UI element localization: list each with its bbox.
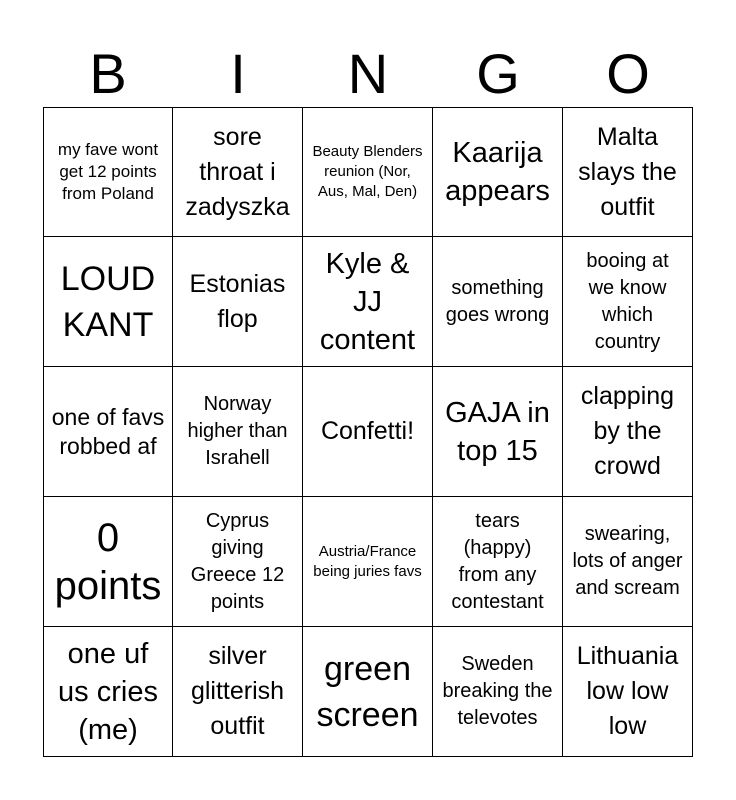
bingo-cell[interactable] [173,627,303,757]
bingo-cell-text: clapping by the crowd [580,382,675,480]
bingo-cell[interactable] [563,367,693,497]
bingo-cell-text: Austria/France being juries favs [313,542,422,580]
bingo-cell-text: Lithuania low low low [576,642,679,740]
header-letter-g: G [476,42,520,105]
bingo-cell[interactable] [563,497,693,627]
bingo-cell-text: booing at we know which country [586,249,669,353]
bingo-cell[interactable] [43,627,173,757]
header-letter-n: N [347,42,389,105]
bingo-cell-text: my fave wont get 12 points from Poland [57,140,159,203]
bingo-cell[interactable] [563,237,693,367]
bingo-cell-text: one uf us cries (me) [58,637,158,746]
bingo-cell-text: GAJA in top 15 [445,396,550,467]
bingo-cell[interactable] [173,497,303,627]
bingo-cell-text: Confetti! [320,417,415,445]
bingo-cell-text: Cyprus giving Greece 12 points [190,509,285,613]
bingo-cell[interactable] [433,107,563,237]
bingo-cell-text: Kyle & JJ content [319,247,416,356]
bingo-cell-text: Beauty Blenders reunion (Nor, Aus, Mal, Den) [312,143,423,200]
bingo-cell-text: silver glitterish outfit [190,642,285,740]
bingo-cell[interactable] [173,367,303,497]
bingo-cell-text: Norway higher than Israhell [187,393,288,469]
bingo-cell[interactable] [563,627,693,757]
bingo-cell[interactable] [43,497,173,627]
bingo-cell-text: tears (happy) from any contestant [451,509,544,613]
bingo-cell-text: green screen [316,649,419,734]
bingo-cell-text: swearing, lots of anger and scream [572,523,683,599]
bingo-cell-text: Kaarija appears [445,137,550,207]
bingo-cell[interactable] [563,107,693,237]
bingo-cell[interactable] [303,627,433,757]
bingo-cell[interactable] [433,367,563,497]
bingo-cell[interactable] [433,627,563,757]
header-letter-b: B [89,42,127,105]
bingo-cell[interactable] [303,237,433,367]
bingo-cell-text: 0 points [54,515,162,608]
bingo-cell[interactable] [433,237,563,367]
bingo-cell-text: LOUD KANT [60,259,156,344]
bingo-header [43,40,693,108]
bingo-cell[interactable] [43,107,173,237]
bingo-cell[interactable] [173,107,303,237]
bingo-cell-text: sore throat i zadyszka [185,122,290,221]
bingo-cell[interactable] [303,107,433,237]
bingo-cell[interactable] [433,497,563,627]
bingo-cell-text: something goes wrong [445,276,550,326]
bingo-cell-text: Estonias flop [189,269,286,333]
header-letter-i: I [230,42,246,105]
bingo-cell[interactable] [43,237,173,367]
bingo-board [43,107,693,757]
bingo-cell[interactable] [303,497,433,627]
bingo-cell-text: Malta slays the outfit [578,122,677,221]
bingo-cell-text: one of favs robbed af [51,403,165,459]
bingo-cell[interactable] [43,367,173,497]
bingo-cell[interactable] [303,367,433,497]
header-letter-o: O [606,42,650,105]
bingo-cell-text: Sweden breaking the televotes [442,653,553,729]
bingo-cell[interactable] [173,237,303,367]
